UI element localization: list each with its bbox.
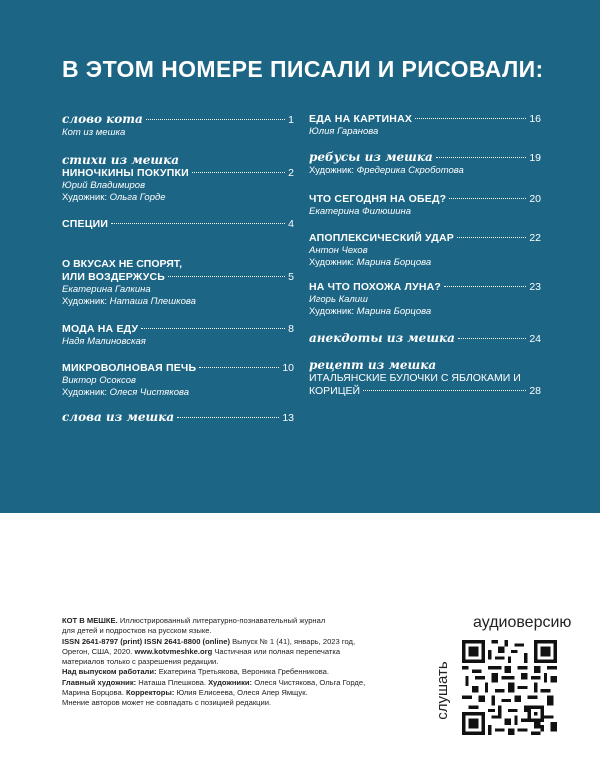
artist: Олеся Чистякова [109, 387, 190, 398]
qr-code-icon[interactable] [462, 640, 557, 735]
toc-entry[interactable]: анекдоты из мешка 24 [309, 331, 541, 345]
author: Виктор Осоксов [62, 375, 137, 386]
imprint-text: КОТ В МЕШКЕ. Иллюстрированный литературно-познавательный журнал для детей и подростков на русском языке. ISSN 2641-8797 (print) ISSN 2641-8800 (online) Выпуск № 1 (41), январь, 2023 год, Орегон, США, 2020. www.kotvmeshke.org Частичная или полная перепечатка материалов только с разрешения редакции. Над выпуском работали: Екатерина Третьякова, Вероника Гребенникова. Главный художник: Наташа Плешкова. Художники: Олеся Чистякова, Ольга Горде, Марина Борцова. Корректоры: Юлия Елисеева, Олеся Апер Ямщук. Мнение авторов может не совпадать с позицией редакции. [62, 616, 366, 708]
toc-entry[interactable]: МИКРОВОЛНОВАЯ ПЕЧЬ 10 Виктор Осоксов Художник: Олеся Чистякова [62, 362, 294, 398]
page-number: 5 [288, 271, 294, 283]
page-number: 2 [288, 167, 294, 179]
author: Екатерина Галкина [62, 284, 151, 295]
toc-entry[interactable]: МОДА НА ЕДУ 8 Надя Малиновская [62, 323, 294, 347]
page-number: 20 [529, 193, 541, 205]
author: Кот из мешка [62, 127, 126, 138]
artist: Фредерика Скроботова [356, 165, 464, 176]
page-number: 28 [529, 385, 541, 397]
page-number: 4 [288, 218, 294, 230]
toc-entry[interactable]: НА ЧТО ПОХОЖА ЛУНА? 23 Игорь Калиш Художник: Марина Борцова [309, 281, 541, 317]
page-number: 19 [529, 152, 541, 164]
page-number: 13 [282, 412, 294, 424]
page-number: 10 [282, 362, 294, 374]
toc-entry[interactable]: АПОПЛЕКСИЧЕСКИЙ УДАР 22 Антон Чехов Художник: Марина Борцова [309, 232, 541, 268]
audio-version-label: аудиоверсию [473, 614, 572, 631]
artist: Марина Борцова [356, 257, 432, 268]
page-number: 1 [288, 114, 294, 126]
author: Надя Малиновская [62, 336, 146, 347]
toc-entry[interactable]: стихи из мешка НИНОЧКИНЫ ПОКУПКИ 2 Юрий Владимиров Художник: Ольга Горде [62, 153, 294, 203]
artist: Наташа Плешкова [109, 296, 196, 307]
author: Екатерина Филюшина [309, 206, 412, 217]
toc-entry[interactable]: ЧТО СЕГОДНЯ НА ОБЕД? 20 Екатерина Филюшина [309, 193, 541, 217]
page-number: 24 [529, 333, 541, 345]
page-number: 23 [529, 281, 541, 293]
page-title: В ЭТОМ НОМЕРЕ ПИСАЛИ И РИСОВАЛИ: [62, 56, 544, 82]
listen-label: слушать [434, 661, 451, 720]
toc-entry[interactable]: слово кота 1 Кот из мешка [62, 112, 294, 138]
artist: Марина Борцова [356, 306, 432, 317]
author: Юлия Гаранова [309, 126, 379, 137]
page-number: 8 [288, 323, 294, 335]
toc-entry[interactable]: рецепт из мешка ИТАЛЬЯНСКИЕ БУЛОЧКИ С ЯБЛОКАМИ И КОРИЦЕЙ 28 [309, 358, 541, 397]
artist: Ольга Горде [109, 192, 166, 203]
page-number: 22 [529, 232, 541, 244]
toc-entry[interactable]: ребусы из мешка 19 Художник: Фредерика Скроботова [309, 150, 541, 176]
author: Игорь Калиш [309, 294, 368, 305]
section-heading: стихи из мешка [62, 153, 179, 167]
toc-entry[interactable]: О ВКУСАХ НЕ СПОРЯТ, ИЛИ ВОЗДЕРЖУСЬ 5 Екатерина Галкина Художник: Наташа Плешкова [62, 258, 294, 307]
section-heading: рецепт из мешка [309, 358, 437, 372]
toc-entry[interactable]: ЕДА НА КАРТИНАХ 16 Юлия Гаранова [309, 113, 541, 137]
author: Юрий Владимиров [62, 180, 146, 191]
toc-entry[interactable]: СПЕЦИИ 4 [62, 218, 294, 230]
website-link[interactable]: www.kotvmeshke.org [134, 646, 213, 656]
toc-entry[interactable]: слова из мешка 13 [62, 410, 294, 424]
page-number: 16 [529, 113, 541, 125]
author: Антон Чехов [309, 245, 368, 256]
